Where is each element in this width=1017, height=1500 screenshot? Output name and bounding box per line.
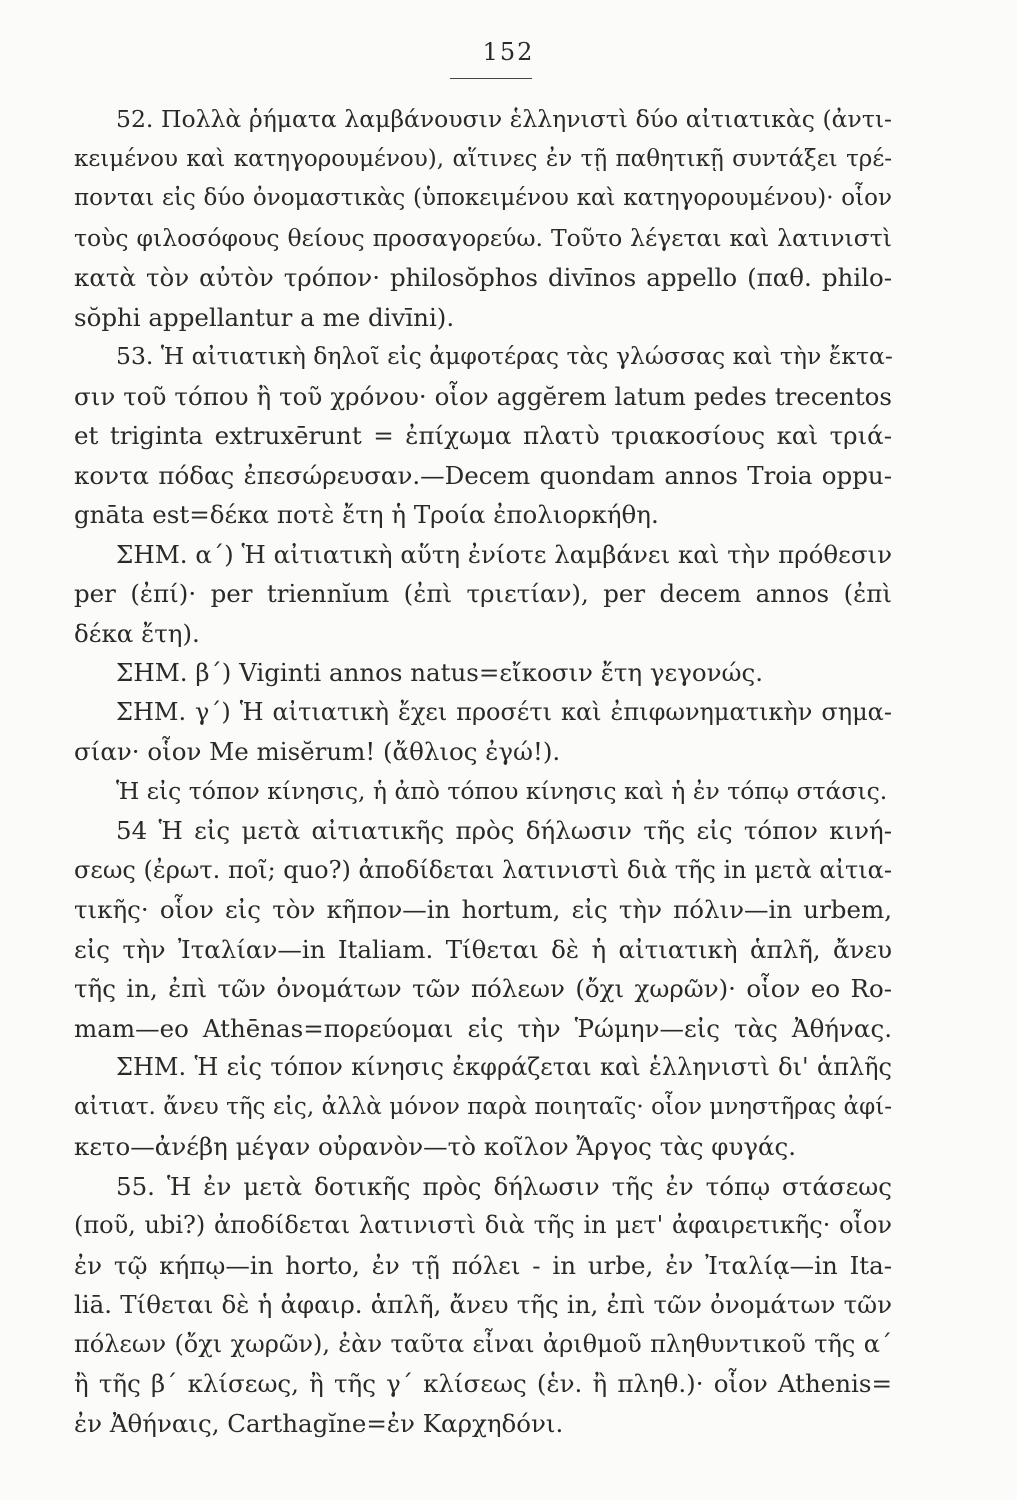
text-line: ἐν τῷ κήπῳ—in horto, ἐν τῇ πόλει - in urbe, ἐν Ἰταλίᾳ—in Ita- (74, 1250, 892, 1280)
text-line: (ποῦ, ubi?) ἀποδίδεται λατινιστὶ διὰ τῆς in μετ' ἀφαιρετικῆς· οἷον (74, 1211, 893, 1239)
text-line: πόλεων (ὄχι χωρῶν), ἐὰν ταῦτα εἶναι ἀριθμοῦ πληθυντικοῦ τῆς α΄ (74, 1329, 892, 1358)
text-line: ἢ τῆς β΄ κλίσεως, ἢ τῆς γ΄ κλίσεως (ἑν. ἢ πληθ.)· οἷον Athenis= (74, 1369, 892, 1398)
text-line: σεως (ἐρωτ. ποῖ; quo?) ἀποδίδεται λατινιστὶ διὰ τῆς in μετὰ αἰτια- (74, 855, 892, 884)
text-line: αἰτιατ. ἄνευ τῆς εἰς, ἀλλὰ μόνον παρὰ ποιηταῖς· οἷον μνηστῆρας ἀφί- (74, 1093, 892, 1120)
text-line: ἐν Ἀθήναις, Carthagĭne=ἐν Καρχηδόνι. (74, 1408, 564, 1438)
text-line: 55. Ἡ ἐν μετὰ δοτικῆς πρὸς δήλωσιν τῆς ἐν τόπῳ στάσεως (116, 1171, 892, 1201)
text-line: 54 Ἡ εἰς μετὰ αἰτιατικῆς πρὸς δήλωσιν τῆς εἰς τόπον κινή- (116, 816, 892, 845)
text-line: κειμένου καὶ κατηγορουμένου), αἵτινες ἐν τῇ παθητικῇ συντάξει τρέ- (74, 145, 892, 172)
text-line: ΣΗΜ. α΄) Ἡ αἰτιατικὴ αὕτη ἐνίοτε λαμβάνει καὶ τὴν πρόθεσιν (116, 539, 893, 569)
text-line: σίαν· οἷον Me misĕrum! (ἄθλιος ἐγώ!). (74, 737, 561, 766)
text-line: et triginta extruxērunt = ἐπίχωμα πλατὺ τριακοσίους καὶ τριά- (74, 421, 892, 450)
text-line: ΣΗΜ. β΄) Viginti annos natus=εἴκοσιν ἔτη γεγονώς. (116, 658, 764, 687)
text-line: Ἡ εἰς τόπον κίνησις, ἡ ἀπὸ τόπου κίνησις καὶ ἡ ἐν τόπῳ στάσις. (116, 776, 888, 805)
text-line: σιν τοῦ τόπου ἢ τοῦ χρόνου· οἷον aggĕrem latum pedes trecentos (74, 381, 892, 411)
text-line: εἰς τὴν Ἰταλίαν—in Italiam. Τίθεται δὲ ἡ αἰτιατικὴ ἁπλῆ, ἄνευ (74, 934, 892, 964)
text-line: sŏphi appellantur a me divīni). (74, 302, 455, 332)
page-body-text (74, 100, 892, 1443)
text-line: ΣΗΜ. Ἡ εἰς τόπον κίνησις ἐκφράζεται καὶ ἑλληνιστὶ δι' ἁπλῆς (116, 1053, 892, 1081)
text-line: τοὺς φιλοσόφους θείους προσαγορεύω. Τοῦτο λέγεται καὶ λατινιστὶ (74, 223, 892, 252)
text-line: κατὰ τὸν αὐτὸν τρόπον· philosŏphos divīnos appello (παθ. philo- (74, 263, 892, 292)
text-line: per (ἐπί)· per triennĭum (ἐπὶ τριετίαν), per decem annos (ἐπὶ (74, 579, 892, 608)
header-rule (450, 78, 532, 79)
text-line: τικῆς· οἷον εἰς τὸν κῆπον—in hortum, εἰς τὴν πόλιν—in urbem, (74, 895, 892, 924)
text-line: 52. Πολλὰ ῥήματα λαμβάνουσιν ἑλληνιστὶ δύο αἰτιατικὰς (ἀντι- (116, 105, 892, 133)
text-line: gnāta est=δέκα ποτὲ ἔτη ἡ Τροία ἐπολιορκήθη. (74, 500, 659, 529)
text-line: κοντα πόδας ἐπεσώρευσαν.—Decem quondam annos Troia oppu- (74, 460, 892, 490)
text-line: κετο—ἀνέβη μέγαν οὐρανὸν—τὸ κοῖλον Ἄργος τὰς φυγάς. (74, 1132, 797, 1161)
page-number: 152 (482, 38, 535, 66)
text-line: mam—eo Athēnas=πορεύομαι εἰς τὴν Ῥώμην—εἰς τὰς Ἀθήνας. (74, 1013, 892, 1043)
text-line: πονται εἰς δύο ὀνομαστικὰς (ὑποκειμένου καὶ κατηγορουμένου)· οἷον (74, 185, 892, 211)
text-line: τῆς in, ἐπὶ τῶν ὀνομάτων τῶν πόλεων (ὄχι χωρῶν)· οἷον eo Ro- (74, 974, 892, 1003)
text-line: 53. Ἡ αἰτιατικὴ δηλοῖ εἰς ἀμφοτέρας τὰς γλώσσας καὶ τὴν ἔκτα- (116, 342, 893, 370)
text-line: ΣΗΜ. γ΄) Ἡ αἰτιατικὴ ἔχει προσέτι καὶ ἐπιφωνηματικὴν σημα- (116, 697, 892, 726)
text-line: δέκα ἔτη). (74, 618, 200, 648)
text-line: liā. Τίθεται δὲ ἡ ἀφαιρ. ἁπλῆ, ἄνευ τῆς in, ἐπὶ τῶν ὀνομάτων τῶν (74, 1290, 892, 1319)
